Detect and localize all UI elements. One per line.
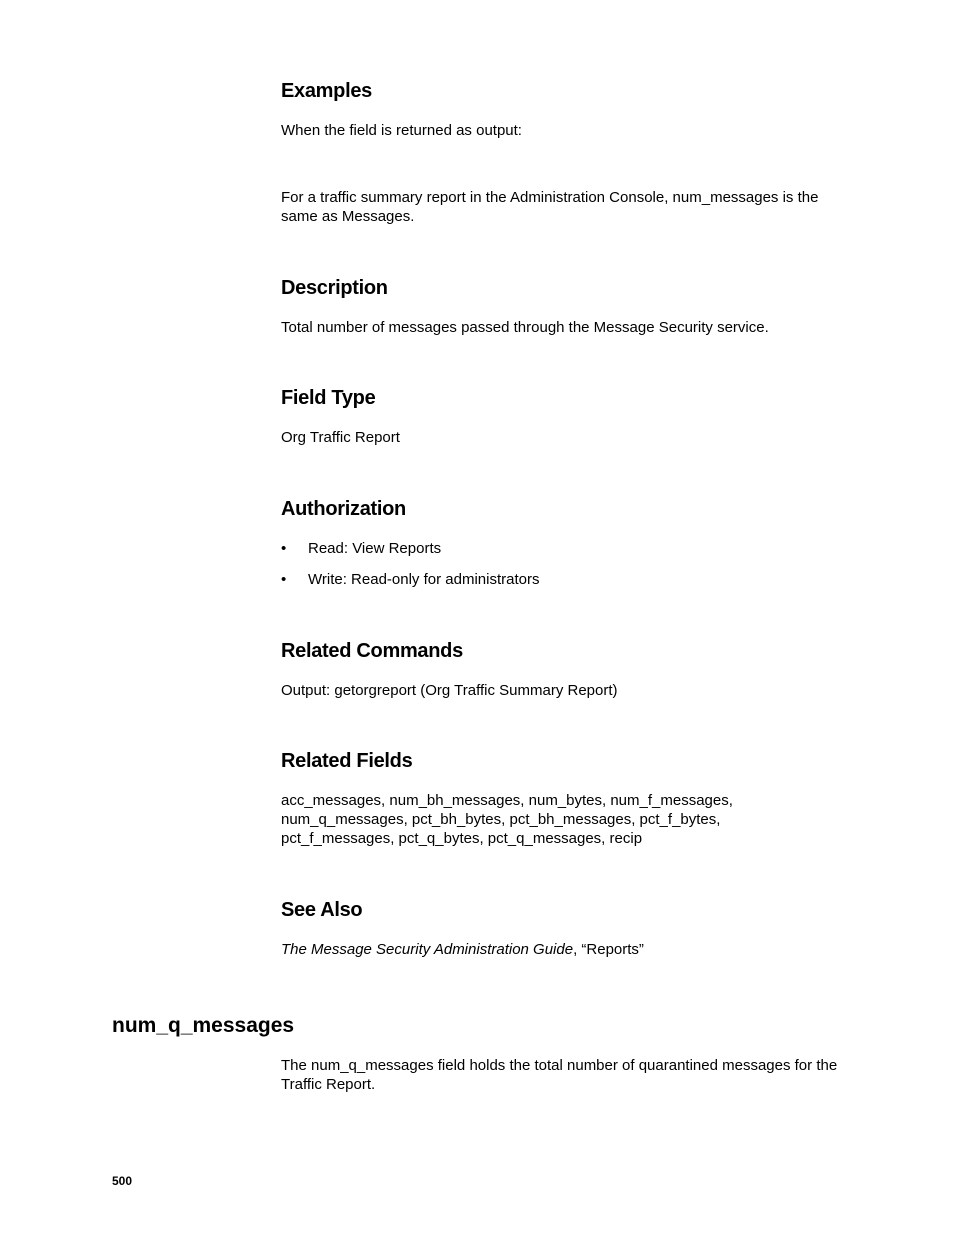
page-number: 500 [112,1174,133,1188]
authorization-heading: Authorization [281,498,406,520]
bullet: • [281,571,287,588]
see-also-suffix: , “Reports” [573,941,644,958]
see-also-heading: See Also [281,899,363,921]
list-item-text: Read: View Reports [308,540,442,557]
examples-heading: Examples [281,80,372,102]
list-item-text: Write: Read-only for administrators [308,571,540,588]
related-fields-line: num_q_messages, pct_bh_bytes, pct_bh_messages, pct_f_bytes, [281,811,721,828]
description-text: Total number of messages passed through the Message Security service. [281,319,769,336]
related-commands-text: Output: getorgreport (Org Traffic Summary Report) [281,682,618,699]
list-item [281,539,846,558]
related-fields-line: acc_messages, num_bh_messages, num_bytes, num_f_messages, [281,792,733,809]
related-commands-heading: Related Commands [281,640,463,662]
related-fields-line: pct_f_messages, pct_q_bytes, pct_q_messages, recip [281,830,643,847]
see-also-text [281,940,846,959]
num-q-messages-title: num_q_messages [112,1014,295,1037]
authorization-list [281,539,846,601]
field-type-heading: Field Type [281,387,376,409]
num-q-messages-description: The num_q_messages field holds the total number of quarantined messages for the Traffic Report. [281,1057,838,1093]
examples-note: For a traffic summary report in the Administration Console, num_messages is the same as Messages. [281,189,819,225]
examples-intro: When the field is returned as output: [281,122,522,139]
field-type-text: Org Traffic Report [281,429,400,446]
bullet: • [281,540,287,557]
related-fields-heading: Related Fields [281,750,413,772]
guide-title: The Message Security Administration Guide [281,941,574,958]
related-fields-text [281,791,846,848]
list-item [281,570,846,589]
description-heading: Description [281,277,388,299]
